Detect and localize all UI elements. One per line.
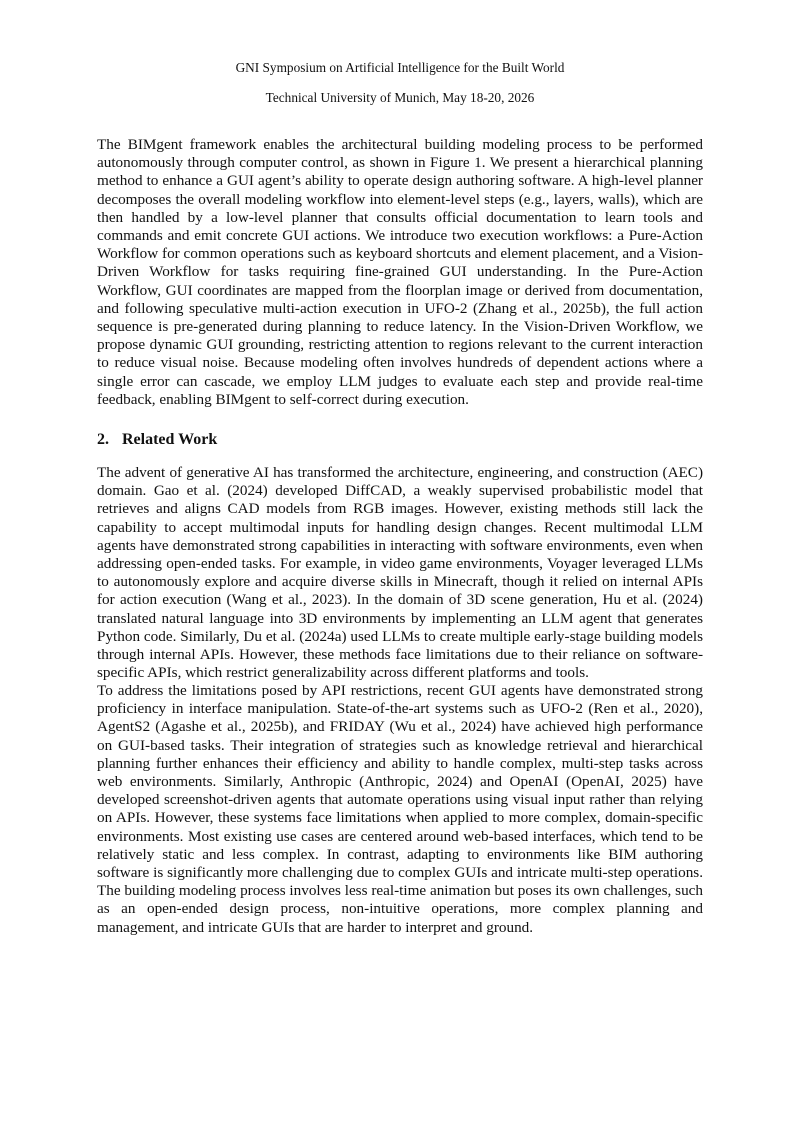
venue-header: Technical University of Munich, May 18-20, 2026 (265, 90, 535, 105)
section-number: 2. (97, 431, 109, 448)
intro-paragraph: The BIMgent framework enables the architectural building modeling process to be performed autonomously through computer control, as shown in Figure 1. We present a hierarchical planning method to enhance a GUI agent’s ability to operate design authoring software. A high-level planner decomposes the overall modeling workflow into element-level steps (e.g., layers, walls), which are then handled by a low-level planner that consults official documentation to learn tools and commands and emit concrete GUI actions. We introduce two execution workflows: a Pure-Action Workflow for common operations such as keyboard shortcuts and element placement, and a Vision-Driven Workflow for tasks requiring fine-grained GUI understanding. In the Pure-Action Workflow, GUI coordinates are mapped from the floorplan image or derived from documentation, and following speculative multi-action execution in UFO-2 (Zhang et al., 2025b), the full action sequence is pre-generated during planning to reduce latency. In the Vision-Driven Workflow, we propose dynamic GUI grounding, restricting attention to regions relevant to the current interaction to reduce visual noise. Because modeling often involves hundreds of dependent actions where a single error can cascade, we employ LLM judges to evaluate each step and provide real-time feedback, enabling BIMgent to self-correct during execution. (97, 136, 703, 408)
conference-header: GNI Symposium on Artificial Intelligence for the Built World (235, 60, 565, 75)
section-heading (97, 430, 217, 450)
section-title: Related Work (122, 431, 218, 448)
related-work-paragraph-1: The advent of generative AI has transformed the architecture, engineering, and construction (AEC) domain. Gao et al. (2024) developed DiffCAD, a weakly supervised probabilistic model that retrieves and aligns CAD models from RGB images. However, existing methods still lack the capability to accept multimodal inputs for handling design changes. Recent multimodal LLM agents have demonstrated strong capabilities in interacting with software environments, even when addressing open-ended tasks. For example, in video game environments, Voyager leveraged LLMs to autonomously explore and acquire diverse skills in Minecraft, though it relied on internal APIs for action execution (Wang et al., 2023). In the domain of 3D scene generation, Hu et al. (2024) translated natural language into 3D environments by implementing an LLM agent that generates Python code. Similarly, Du et al. (2024a) used LLMs to create multiple early-stage building models through internal APIs. However, these methods face limitations due to their reliance on software-specific APIs, which restrict generalizability across different platforms and tools. (97, 464, 703, 682)
related-work-paragraph-2: To address the limitations posed by API restrictions, recent GUI agents have demonstrated strong proficiency in interface manipulation. State-of-the-art systems such as UFO-2 (Ren et al., 2020), AgentS2 (Agashe et al., 2025b), and FRIDAY (Wu et al., 2024) have achieved high performance on GUI-based tasks. Their integration of strategies such as knowledge retrieval and hierarchical planning further enhances their efficiency and ability to handle complex, multi-step tasks across web environments. Similarly, Anthropic (Anthropic, 2024) and OpenAI (OpenAI, 2025) have developed screenshot-driven agents that automate operations using visual input rather than relying on APIs. However, these systems face limitations when applied to more complex, domain-specific environments. Most existing use cases are centered around web-based interfaces, which tend to be relatively static and less complex. In contrast, adapting to environments like BIM authoring software is significantly more challenging due to complex GUIs and intricate multi-step operations. The building modeling process involves less real-time animation but poses its own challenges, such as an open-ended design process, non-intuitive operations, more complex planning and management, and intricate GUIs that are harder to interpret and ground. (97, 682, 703, 936)
